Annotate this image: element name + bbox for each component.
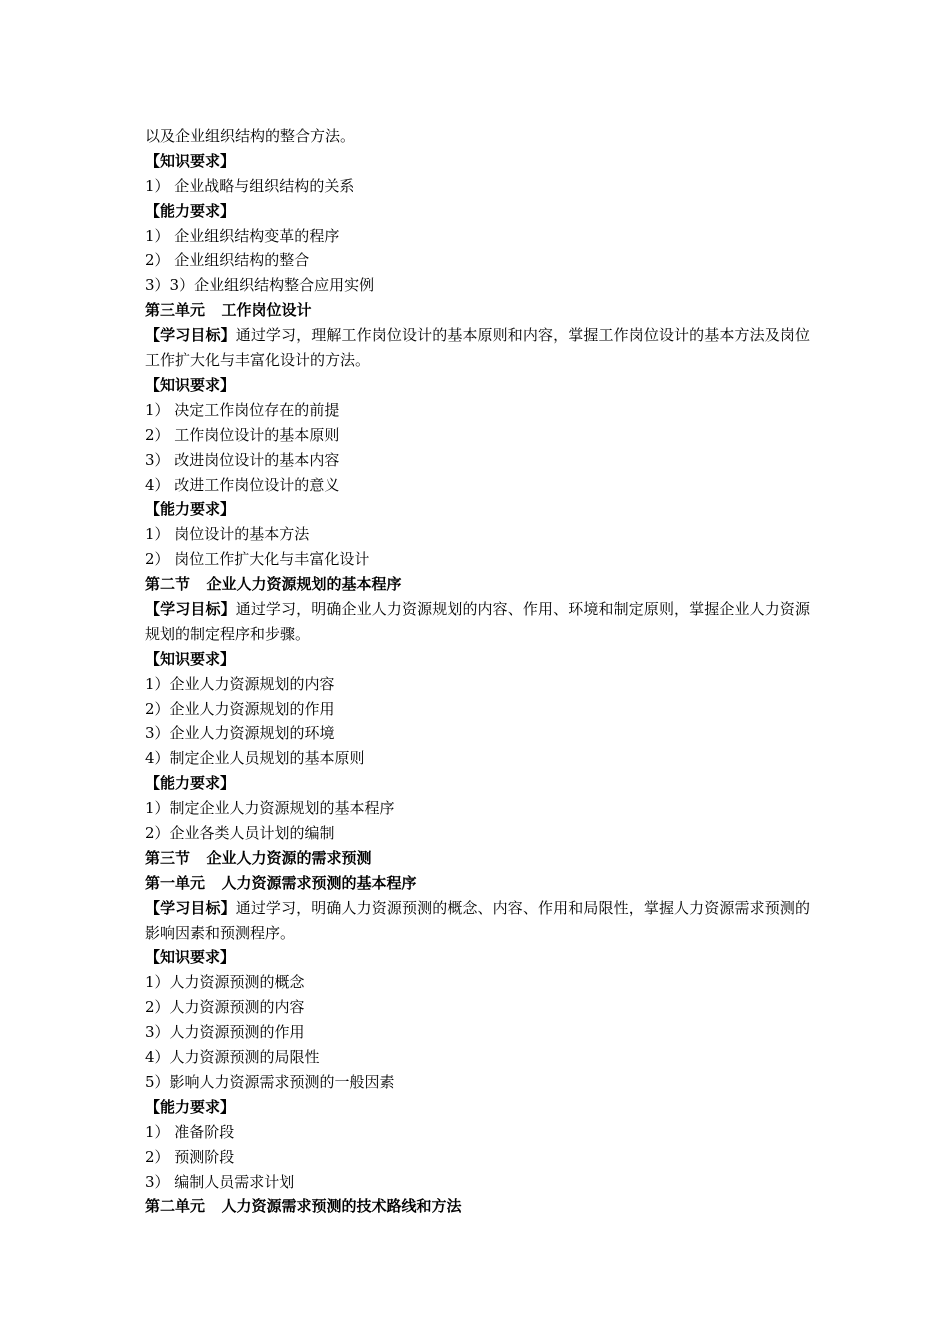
- list-item: 4）制定企业人员规划的基本原则: [145, 749, 365, 768]
- list-item: 5）影响人力资源需求预测的一般因素: [145, 1072, 395, 1091]
- section-heading: [145, 1194, 810, 1219]
- list-item: 1） 岗位设计的基本方法: [145, 525, 310, 544]
- list-item: 1）企业人力资源规划的内容: [145, 674, 335, 693]
- list-item: 3） 改进岗位设计的基本内容: [145, 450, 340, 469]
- list-item: 2） 工作岗位设计的基本原则: [145, 425, 340, 444]
- learning-objective-text: 通过学习，明确人力资源预测的概念、内容、作用和局限性，掌握人力资源需求预测的影响因素和预测程序。: [145, 898, 810, 942]
- learning-objective-label: 【学习目标】: [145, 326, 236, 345]
- section-heading-label: 第二单元: [145, 1197, 206, 1216]
- list-item: 2） 企业组织结构的整合: [145, 251, 310, 270]
- list-item: 以及企业组织结构的整合方法。: [145, 127, 356, 145]
- document-body: [145, 124, 810, 1219]
- list-item: 1）人力资源预测的概念: [145, 973, 305, 992]
- learning-objective-paragraph: [145, 896, 810, 946]
- section-heading: [145, 871, 810, 896]
- list-item: 4） 改进工作岗位设计的意义: [145, 475, 340, 494]
- learning-objective-label: 【学习目标】: [145, 898, 236, 917]
- section-heading-title: 人力资源需求预测的技术路线和方法: [221, 1197, 462, 1216]
- requirement-label: 【知识要求】: [145, 151, 236, 170]
- section-heading-label: 第三节: [145, 848, 191, 867]
- learning-objective-paragraph: [145, 323, 810, 373]
- section-heading: [145, 572, 810, 597]
- list-item: 1）制定企业人力资源规划的基本程序: [145, 799, 395, 818]
- requirement-label: 【知识要求】: [145, 649, 236, 668]
- requirement-label: 【能力要求】: [145, 1097, 236, 1116]
- section-heading-label: 第二节: [145, 575, 191, 594]
- list-item: 1） 企业组织结构变革的程序: [145, 226, 340, 245]
- section-heading-label: 第三单元: [145, 301, 206, 320]
- section-heading-title: 人力资源需求预测的基本程序: [221, 873, 417, 892]
- list-item: 2）企业各类人员计划的编制: [145, 824, 335, 842]
- learning-objective-paragraph: [145, 597, 810, 647]
- requirement-label: 【能力要求】: [145, 774, 236, 793]
- list-item: 3）企业人力资源规划的环境: [145, 724, 335, 743]
- list-item: 2） 岗位工作扩大化与丰富化设计: [145, 550, 370, 569]
- learning-objective-label: 【学习目标】: [145, 599, 236, 618]
- list-item: 3）人力资源预测的作用: [145, 1023, 305, 1042]
- list-item: 2） 预测阶段: [145, 1147, 235, 1166]
- requirement-label: 【能力要求】: [145, 201, 236, 220]
- learning-objective-text: 通过学习，理解工作岗位设计的基本原则和内容，掌握工作岗位设计的基本方法及岗位工作扩大化与丰富化设计的方法。: [145, 326, 810, 370]
- section-heading: [145, 298, 810, 323]
- requirement-label: 【知识要求】: [145, 948, 236, 967]
- requirement-label: 【能力要求】: [145, 500, 236, 519]
- list-item: 1） 企业战略与组织结构的关系: [145, 176, 355, 195]
- list-item: 4）人力资源预测的局限性: [145, 1048, 320, 1067]
- section-heading-title: 企业人力资源规划的基本程序: [206, 575, 402, 594]
- section-heading-label: 第一单元: [145, 873, 206, 892]
- section-heading-title: 工作岗位设计: [221, 301, 312, 320]
- list-item: 2）人力资源预测的内容: [145, 998, 305, 1017]
- section-heading-title: 企业人力资源的需求预测: [206, 848, 372, 867]
- list-item: 3） 编制人员需求计划: [145, 1172, 295, 1191]
- list-item: 1） 决定工作岗位存在的前提: [145, 400, 340, 419]
- list-item: 3）3）企业组织结构整合应用实例: [145, 276, 375, 295]
- list-item: 1） 准备阶段: [145, 1122, 235, 1141]
- learning-objective-text: 通过学习，明确企业人力资源规划的内容、作用、环境和制定原则，掌握企业人力资源规划的制定程序和步骤。: [145, 599, 810, 643]
- requirement-label: 【知识要求】: [145, 375, 236, 394]
- section-heading: [145, 846, 810, 871]
- list-item: 2）企业人力资源规划的作用: [145, 699, 335, 718]
